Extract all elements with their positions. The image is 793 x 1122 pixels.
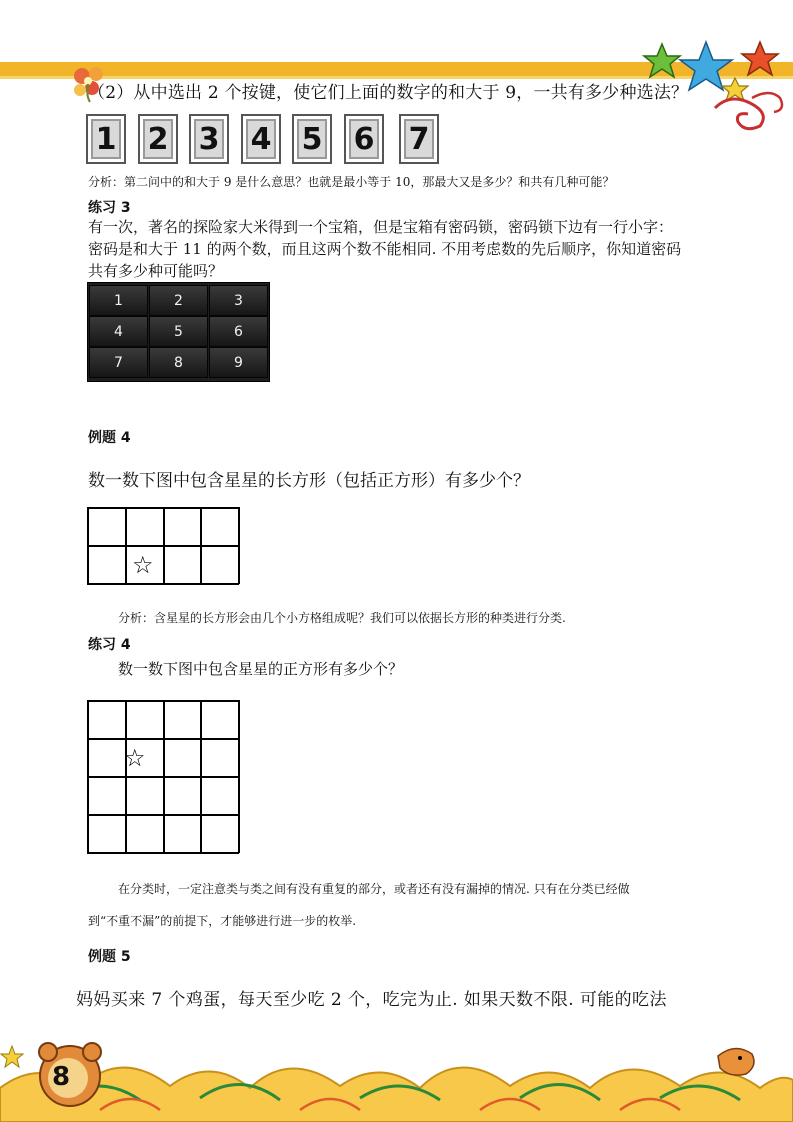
keypad-key-5: 5 [149, 316, 208, 347]
exercise3-line-2: 密码是和大于 11 的两个数，而且这两个数不能相同. 不用考虑数的先后顺序，你知道密码 [88, 240, 682, 258]
exercise4-question: 数一数下图中包含星星的正方形有多少个？ [118, 660, 404, 678]
example4-question: 数一数下图中包含星星的长方形（包括正方形）有多少个？ [88, 471, 530, 491]
key-3: 3 [189, 114, 229, 164]
keypad-key-3: 3 [209, 285, 268, 316]
exercise3-line-1: 有一次，著名的探险家大米得到一个宝箱，但是宝箱有密码锁，密码锁下边有一行小字： [88, 218, 674, 236]
password-keypad [87, 282, 270, 382]
keypad-key-7: 7 [89, 347, 148, 378]
exercise3-line-3: 共有多少种可能吗？ [88, 262, 224, 280]
key-5: 5 [292, 114, 332, 164]
key-7: 7 [399, 114, 439, 164]
keypad-key-6: 6 [209, 316, 268, 347]
example4-analysis: 分析：含星星的长方形会由几个小方格组成呢？我们可以依据长方形的种类进行分类. [118, 611, 566, 625]
key-2: 2 [138, 114, 178, 164]
star-icon: ☆ [132, 551, 154, 579]
keypad-key-8: 8 [149, 347, 208, 378]
exercise4-note-line-2: 到“不重不漏”的前提下，才能够进行进一步的枚举. [88, 914, 357, 928]
footer-decoration [0, 1018, 793, 1122]
keypad-key-2: 2 [149, 285, 208, 316]
example5-title: 例题 5 [88, 949, 131, 965]
exercise4-title: 练习 4 [88, 637, 131, 653]
page-number: 8 [52, 1062, 71, 1092]
question-text: （2）从中选出 2 个按键，使它们上面的数字的和大于 9，一共有多少种选法？ [88, 83, 689, 103]
square-grid-4x4 [87, 700, 239, 853]
key-6: 6 [344, 114, 384, 164]
exercise3-title: 练习 3 [88, 200, 131, 216]
question-analysis: 分析：第二问中的和大于 9 是什么意思？也就是最小等于 10，那最大又是多少？和共有几种可能？ [88, 175, 615, 189]
example4-title: 例题 4 [88, 430, 131, 446]
key-4: 4 [241, 114, 281, 164]
keypad-key-9: 9 [209, 347, 268, 378]
key-1: 1 [86, 114, 126, 164]
example5-text: 妈妈买来 7 个鸡蛋，每天至少吃 2 个，吃完为止. 如果天数不限. 可能的吃法 [76, 990, 667, 1010]
keypad-key-4: 4 [89, 316, 148, 347]
rect-grid-2x4 [87, 507, 239, 584]
keypad-key-1: 1 [89, 285, 148, 316]
exercise4-note-line-1: 在分类时，一定注意类与类之间有没有重复的部分，或者还有没有漏掉的情况. 只有在分类已经做 [118, 882, 630, 896]
star-icon: ☆ [124, 744, 146, 772]
